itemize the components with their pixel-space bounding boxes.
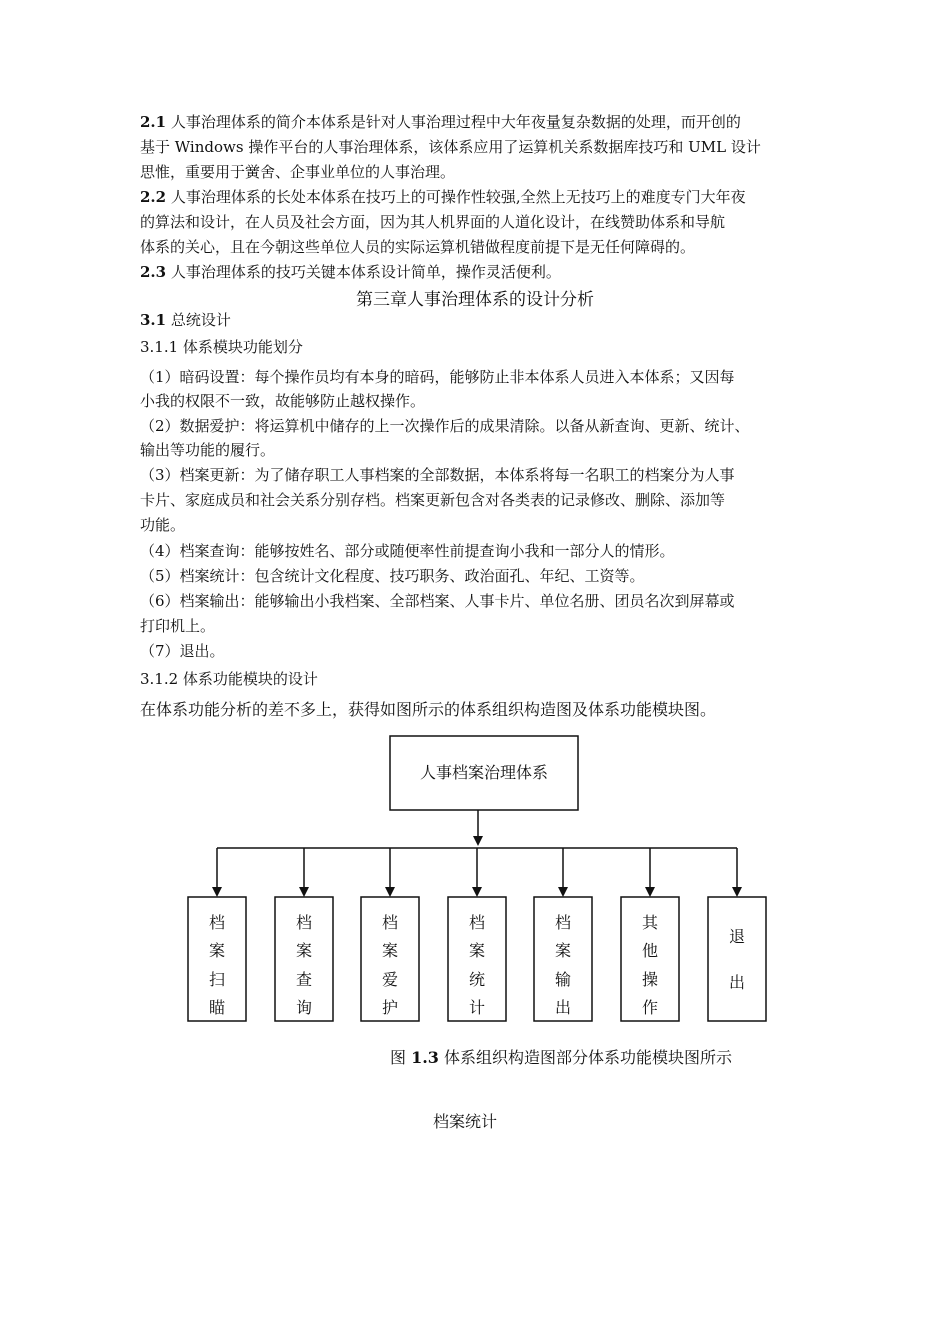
module-1-char-1: 档 — [208, 913, 226, 932]
module-6-char-1: 其 — [641, 913, 659, 932]
branch-arrows — [212, 848, 742, 897]
paragraph-2-2-line-3: 体系的关心，且在今朝这些单位人员的实际运算机错做程度前提下是无任何障碍的。 — [140, 238, 696, 256]
section-3-1-2-heading: 3.1.2 体系功能模块的设计 — [140, 670, 318, 688]
figure-caption: 图 1.3 体系组织构造图部分体系功能模块图所示 — [390, 1048, 733, 1067]
module-4-char-1: 档 — [468, 913, 486, 932]
branch-arrowhead-2 — [299, 887, 309, 897]
item-3-line-3: 功能。 — [140, 516, 186, 534]
item-6-line-2: 打印机上。 — [140, 617, 216, 635]
paragraph-2-2-line-2: 的算法和设计，在人员及社会方面，因为其人机界面的人道化设计，在线赞助体系和导航 — [140, 213, 726, 231]
paragraph-2-1-line-2: 基于 Windows 操作平台的人事治理体系，该体系应用了运算机关系数据库技巧和 UML 设计 — [140, 138, 761, 156]
item-4: （4）档案查询：能够按姓名、部分或随便率性前提查询小我和一部分人的情形。 — [140, 542, 675, 560]
module-7-char-1: 退 — [728, 927, 746, 946]
module-3-char-1: 档 — [381, 913, 399, 932]
module-box-7 — [708, 897, 766, 1021]
module-6-char-4: 作 — [641, 998, 659, 1017]
item-5: （5）档案统计：包含统计文化程度、技巧职务、政治面孔、年纪、工资等。 — [140, 567, 645, 585]
section-number: 2.1 — [140, 113, 167, 131]
chapter-title: 第三章人事治理体系的设计分析 — [356, 290, 594, 310]
section-number: 2.3 — [140, 263, 167, 281]
module-2-char-1: 档 — [295, 913, 313, 932]
root-arrowhead — [473, 836, 483, 846]
module-6-char-2: 他 — [641, 941, 659, 960]
module-5-char-4: 出 — [554, 998, 572, 1017]
item-1-line-1: （1）暗码设置：每个操作员均有本身的暗码，能够防止非本体系人员进入本体系；又因每 — [140, 368, 735, 386]
item-3-line-2: 卡片、家庭成员和社会关系分别存档。档案更新包含对各类表的记录修改、删除、添加等 — [140, 491, 726, 509]
module-3-char-4: 护 — [381, 998, 399, 1017]
item-1-line-2: 小我的权限不一致，故能够防止越权操作。 — [140, 392, 426, 410]
item-2-line-2: 输出等功能的履行。 — [140, 441, 276, 459]
item-2-line-1: （2）数据爱护：将运算机中储存的上一次操作后的成果清除。以备从新查询、更新、统计、 — [140, 417, 750, 435]
module-2-char-2: 案 — [295, 941, 313, 960]
branch-arrowhead-6 — [645, 887, 655, 897]
paragraph-2-2-line-1: 2.2 人事治理体系的长处本体系在技巧上的可操作性较强,全然上无技巧上的难度专门大年夜 — [140, 188, 746, 206]
item-3-line-1: （3）档案更新：为了储存职工人事档案的全部数据，本体系将每一名职工的档案分为人事 — [140, 466, 735, 484]
module-5-char-1: 档 — [554, 913, 572, 932]
module-5-char-3: 输 — [554, 970, 572, 989]
branch-arrowhead-3 — [385, 887, 395, 897]
module-3-char-2: 案 — [381, 941, 399, 960]
module-5-char-2: 案 — [554, 941, 572, 960]
item-7: （7）退出。 — [140, 642, 225, 660]
module-3-char-3: 爱 — [381, 970, 399, 989]
module-4-char-4: 计 — [468, 998, 486, 1017]
diagram-root-label: 人事档案治理体系 — [419, 763, 549, 782]
module-4-char-2: 案 — [468, 941, 486, 960]
diagram-intro: 在体系功能分析的差不多上，获得如图所示的体系组织构造图及体系功能模块图。 — [140, 700, 717, 719]
bottom-label: 档案统计 — [433, 1112, 498, 1131]
module-boxes — [188, 897, 766, 1021]
module-1-char-3: 扫 — [208, 970, 226, 989]
module-2-char-4: 询 — [295, 998, 313, 1017]
section-3-1-1-heading: 3.1.1 体系模块功能划分 — [140, 338, 303, 356]
module-4-char-3: 统 — [468, 970, 486, 989]
branch-arrowhead-1 — [212, 887, 222, 897]
item-6-line-1: （6）档案输出：能够输出小我档案、全部档案、人事卡片、单位名册、团员名次到屏幕或 — [140, 592, 735, 610]
paragraph-2-1-line-1: 2.1 人事治理体系的简介本体系是针对人事治理过程中大年夜量复杂数据的处理，而开创的 — [140, 113, 741, 131]
section-number: 2.2 — [140, 188, 167, 206]
module-1-char-4: 瞄 — [208, 998, 226, 1017]
section-3-1-heading: 3.1 总统设计 — [140, 311, 231, 329]
branch-arrowhead-7 — [732, 887, 742, 897]
module-6-char-3: 操 — [641, 970, 659, 989]
module-1-char-2: 案 — [208, 941, 226, 960]
branch-arrowhead-5 — [558, 887, 568, 897]
module-7-char-2: 出 — [728, 973, 746, 992]
module-2-char-3: 查 — [295, 970, 313, 989]
paragraph-2-1-line-3: 思惟，重要用于黉舍、企事业单位的人事治理。 — [140, 163, 456, 181]
branch-arrowhead-4 — [472, 887, 482, 897]
paragraph-2-3-line-1: 2.3 人事治理体系的技巧关键本体系设计简单，操作灵活便利。 — [140, 263, 561, 281]
